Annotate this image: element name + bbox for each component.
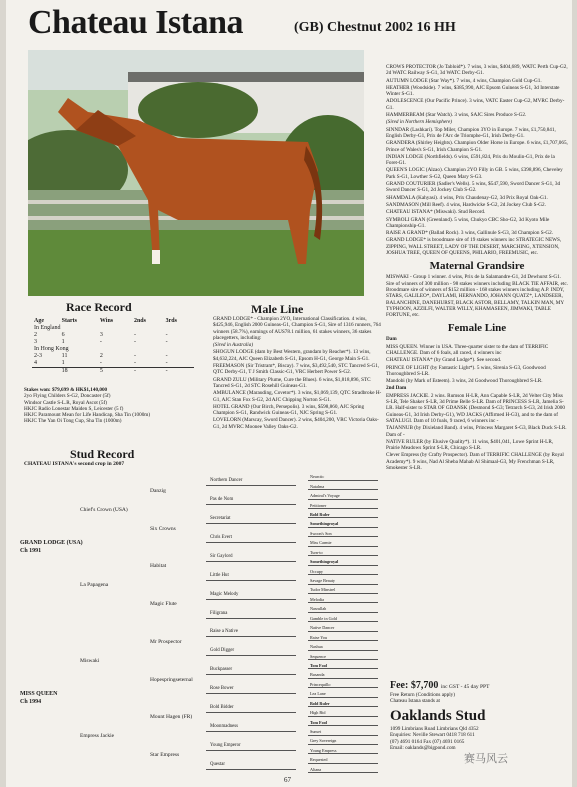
stakes-summary: Stakes won: $79,699 & HK$1,140,000 bbox=[24, 387, 108, 393]
catalogue-page bbox=[6, 0, 572, 787]
pedigree-horse: Nearctic bbox=[310, 474, 325, 480]
pedigree-horse: Secretariat bbox=[210, 516, 231, 522]
stud-record-text: CHATEAU ISTANA's second crop in 2007 bbox=[24, 461, 125, 467]
pedigree-horse: Turn-to bbox=[310, 549, 323, 555]
pedigree-connector bbox=[308, 621, 378, 622]
fee-conditions bbox=[390, 692, 455, 705]
pedigree-connector bbox=[206, 580, 296, 581]
table-cell bbox=[32, 368, 60, 376]
pedigree-connector bbox=[308, 697, 378, 698]
fee-line: Free Return (Conditions apply) bbox=[390, 692, 455, 698]
pedigree-connector bbox=[206, 674, 296, 675]
table-cell: - bbox=[165, 368, 168, 374]
dam-heading: Dam bbox=[386, 336, 397, 343]
table-cell: 1 bbox=[61, 360, 65, 366]
pedigree-horse: Savage Beauty bbox=[310, 578, 336, 584]
table-cell: - bbox=[133, 353, 136, 359]
pedigree-horse: Magic Flute bbox=[150, 601, 177, 608]
pedigree-horse: Native Dancer bbox=[310, 625, 335, 631]
pedigree-horse: Hopespringseternal bbox=[150, 676, 193, 683]
pedigree-horse: Miswaki bbox=[80, 657, 100, 664]
table-cell: 1 bbox=[61, 339, 65, 345]
table-cell: 2-3 bbox=[34, 353, 42, 359]
column-header: 2nds bbox=[133, 318, 146, 324]
pedigree-connector bbox=[308, 489, 378, 490]
table-cell: - bbox=[165, 332, 168, 338]
list-item: HKJC Radio Lonestar Maiden S, Leicester (5 f) bbox=[24, 405, 124, 412]
column-header: 3rds bbox=[165, 318, 177, 324]
paragraph: AUTUMN LODGE (Star Way*). 7 wins, 4 wins, Champion Gold Cup-G1. bbox=[386, 77, 542, 84]
pedigree-horse: Sunset bbox=[310, 729, 322, 735]
pedigree-horse: Raise You bbox=[310, 634, 327, 640]
paragraph: SINNDAR (Lashkari). Top Miler, Champion 3YO in Europe. 7 wins, £1,750,841, English Derby-G1, Prix de l'Arc de Triomphe-G1, Irish Derby-G1. bbox=[386, 126, 556, 139]
table-cell: 3 bbox=[34, 339, 37, 345]
race-record-table bbox=[32, 318, 194, 375]
table-cell: - bbox=[165, 360, 168, 366]
table-cell: 3 bbox=[99, 332, 103, 338]
pedigree-connector bbox=[206, 655, 296, 656]
pedigree-connector bbox=[308, 659, 378, 660]
pedigree-horse: Raise a Native bbox=[210, 629, 238, 635]
pedigree-horse: Young Emperor bbox=[210, 742, 241, 748]
pedigree-horse: Natalma bbox=[310, 483, 325, 489]
pedigree-connector bbox=[308, 725, 378, 726]
pedigree-connector bbox=[308, 584, 378, 585]
pedigree-connector bbox=[308, 546, 378, 547]
pedigree-horse: Buckpasser bbox=[210, 667, 233, 673]
pedigree-connector bbox=[206, 693, 296, 694]
pedigree-connector bbox=[308, 593, 378, 594]
list-item: 2yo Flying Childers S-G2, Doncaster (5f) bbox=[24, 393, 111, 400]
paragraph: SANDMASON (Mill Reef). 4 wins, Hardwicke S-G2, 2d Jockey Club S-G2. bbox=[386, 201, 546, 208]
paragraph: GRAND LODGE* is broodmare sire of 19 stakes winners inc STRATEGIC NEWS, ZIPPING, WALL STREET, LADY OF THE DESERT, MARCHING, XTENSION, JOSHUA TREE, QUEEN OF QUEENS, PHILARIO, FREEMUSIC, etc. bbox=[386, 237, 562, 257]
pedigree-connector bbox=[308, 678, 378, 679]
pedigree-horse: Melodia bbox=[310, 596, 324, 602]
pedigree-horse: Bold Ruler bbox=[310, 511, 330, 517]
pedigree-connector bbox=[308, 602, 378, 603]
pedigree-connector bbox=[308, 536, 378, 537]
pedigree-horse: Bold Bidder bbox=[210, 704, 234, 710]
paragraph: QUEEN'S LOGIC (Alzao). Champion 2YO Filly in GB. 5 wins, £398,896, Cheveley Park S-G1, Lowther S-G2, Queen Mary S-G3. bbox=[386, 167, 563, 180]
page-title: Chateau Istana bbox=[28, 4, 243, 41]
pedigree-connector bbox=[308, 753, 378, 754]
paragraph: GRAND ZULU (Military Plume, Cure the Blues). 6 wins, $1,818,896, STC Tancred S-G1, 2d STC Rosehill Guineas-G1. bbox=[213, 376, 371, 389]
pedigree-horse: Sequence bbox=[310, 653, 327, 659]
list-item: Windsor Castle S-L.R, Royal Ascot (5f) bbox=[24, 399, 107, 406]
paragraph: MISS QUEEN. Winner in USA. Three-quarter sister to the dam of TERRIFIC CHALLENGE. Dam of 6 foals, all raced, 4 winners inc bbox=[386, 343, 549, 356]
pedigree-connector bbox=[206, 769, 296, 770]
paragraph: SYMBOLI GRAN (Greenland). 5 wins, Chukyo CBC Sho-G2, 3d Kyoto Mile Championship-G1. bbox=[386, 216, 550, 229]
table-cell: - bbox=[99, 339, 102, 345]
watermark-logo: 赛马风云 bbox=[464, 752, 508, 765]
pedigree-horse: Miss Carmie bbox=[310, 540, 332, 546]
right-column-text bbox=[386, 64, 568, 472]
pedigree-horse: Pas de Nom bbox=[210, 497, 234, 503]
table-cell: 4 bbox=[34, 360, 37, 366]
pedigree-connector bbox=[206, 599, 296, 600]
male-line-text bbox=[213, 316, 383, 431]
table-cell: - bbox=[165, 353, 168, 359]
list-item: HKJC The Yan Oi Tong Cup, Sha Tin (1000m) bbox=[24, 418, 122, 425]
pedigree-connector bbox=[308, 612, 378, 613]
table-cell: 5 bbox=[99, 368, 103, 374]
pedigree-connector bbox=[308, 735, 378, 736]
address-line: Email: oaklands@bigpond.com bbox=[390, 744, 456, 751]
pedigree-horse: Admiral's Voyage bbox=[310, 493, 340, 499]
pedigree-horse: Somethingroyal bbox=[310, 559, 339, 565]
table-row bbox=[32, 339, 194, 346]
pedigree-horse: Bold Ruler bbox=[310, 700, 330, 706]
pedigree-horse: Gamble in Gold bbox=[310, 615, 337, 621]
paragraph: INDIAN LODGE (Northfields). 6 wins, £591,824, Prix du Moulin-G1, Prix de la Foret-G1. bbox=[386, 153, 555, 167]
pedigree-horse: Danzig bbox=[150, 487, 166, 494]
stud-fee bbox=[390, 680, 489, 691]
pedigree-connector bbox=[308, 527, 378, 528]
pedigree-connector bbox=[308, 687, 378, 688]
paragraph: AMBULANCE (Marauding, Covetor*). 3 wins, $1,069,139, QTC Stradbroke H-G1, AJC Stan Fox S-G2, 2d AJC Chipping Norton S-G1. bbox=[213, 390, 382, 403]
paragraph: CHATEAU ISTANA* (Miswaki). Stud Record. bbox=[386, 209, 486, 216]
progeny-list bbox=[386, 64, 568, 256]
pedigree-connector bbox=[308, 631, 378, 632]
pedigree-horse-colour-year: Ch 1991 bbox=[20, 547, 42, 554]
pedigree-connector bbox=[308, 763, 378, 764]
paragraph: EMPRESS JACKIE. 2 wins. Rumson H-LR, Ann Capable S-LR, 2d Velter City Miss S-LR, Tele Shaker S-LR, 3d Prime Belle S-LR. Dam of PRINCESS S-LR, Jamelia S-LR. Half-sister to STAR OF GDANSK (Desmond S-G3; Tetrarch S-G3, 2d Irish 2000 Guineas-G1, 3d Irish Derby-G1), WD JACKS (Affirmed H-G3), and to the dam of SATALUGI. Dam of 10 foals, 9 raced, 6 winners inc - bbox=[386, 392, 565, 424]
pedigree-connector bbox=[308, 574, 378, 575]
pedigree-connector bbox=[308, 565, 378, 566]
pedigree-connector bbox=[206, 485, 296, 486]
pedigree-horse: Star Empress bbox=[150, 752, 180, 759]
address-line: 1099 Limbrians Road Limbrians Qld 4352 bbox=[390, 726, 479, 732]
pedigree-horse: Habitat bbox=[150, 563, 167, 570]
table-row bbox=[32, 325, 194, 332]
pedigree-connector bbox=[206, 712, 296, 713]
table-cell: 2 bbox=[34, 332, 37, 338]
table-cell: In England bbox=[34, 325, 61, 331]
pedigree-horse: Somethingroyal bbox=[310, 521, 339, 527]
pedigree-horse: Rose Bower bbox=[210, 686, 234, 692]
female-line-heading: Female Line bbox=[447, 322, 507, 335]
table-cell: - bbox=[133, 368, 136, 374]
horse-photo bbox=[28, 50, 364, 296]
pedigree-connector bbox=[308, 508, 378, 509]
maternal-grandsire-text: MISWAKI - Group 1 winner. 4 wins, Prix de la Salamandre-G1, 2d Dewhurst S-G1. Sire of winners of 300 million - 98 stakes winners including BLACK TIE AFFAIR, etc. Broodmare sire of winners of $152 million - 168 stakes winners including A.P. INDY, STARS, GALILEO*, DAYLAMI, HERNANDO, JOHANN QUATZ*, LANDSEER, BALANCHINE, DANEHURST, BLACK ASTOR, BELLAMY, TALKIN MAN, MY TYPHOON, AZZILFI, WALTER WILLY, KHAMASEEN, JIMWAKI, TABLE FORTUNE, etc. bbox=[386, 274, 568, 319]
paragraph: PRINCE OF LIGHT (by Fantastic Light*). 5 wins, Sirenia S-G3, Goodwood Thoroughbred S-LR. bbox=[386, 364, 546, 377]
stud-record-heading: Stud Record bbox=[70, 447, 135, 461]
table-total-row bbox=[32, 368, 194, 376]
pedigree-horse: High Bid bbox=[310, 710, 326, 716]
list-item: HKJC Paramount Mean for Life Handicap, Sha Tin (1000m) bbox=[24, 412, 151, 419]
page-number: 67 bbox=[284, 776, 291, 784]
pedigree-horse: Mr Prospector bbox=[150, 638, 182, 645]
table-cell: - bbox=[165, 339, 168, 345]
column-header: Wins bbox=[99, 318, 114, 324]
pedigree-horse: Chris Evert bbox=[210, 535, 232, 541]
pedigree-connector bbox=[206, 618, 296, 619]
stakes-won-list bbox=[24, 387, 202, 425]
pedigree-horse: Busanda bbox=[310, 672, 325, 678]
table-row bbox=[32, 346, 194, 353]
pedigree-connector bbox=[308, 706, 378, 707]
pedigree-horse: Empress Jackie bbox=[80, 733, 115, 740]
maternal-grandsire-heading: Maternal Grandsire bbox=[429, 260, 525, 273]
pedigree-horse: Magic Melody bbox=[210, 591, 239, 597]
pedigree-horse: Gold Digger bbox=[210, 648, 235, 654]
paragraph: SHAMDALA (Kahyasi). 4 wins, Prix Chaudenay-G2, 3d Prix Royal Oak-G1. bbox=[386, 194, 548, 201]
paragraph: CHATEAU ISTANA* (by Grand Lodge*). See second. bbox=[386, 357, 502, 364]
pedigree-horse: Tom Fool bbox=[310, 719, 327, 725]
paragraph: SHOGUN LODGE (dam by Best Western, grandam by Reacher*). 13 wins, $4,632,224, AJC Queen Elizabeth S-G1, Epsom H-G1, George Main S-G1. bbox=[213, 349, 371, 362]
pedigree-connector bbox=[308, 716, 378, 717]
pedigree-connector bbox=[308, 772, 378, 773]
address-line: (07) 4691 0164 Fax (07) 4691 0165 bbox=[390, 738, 465, 745]
paragraph: HOTEL GRAND (Our Birch, Persepolis). 3 wins, $598,860, AJC Spring Champion S-G1, Randwick Guineas-G1, NJC Spring S-G1. bbox=[213, 403, 365, 417]
table-row bbox=[32, 353, 194, 360]
paragraph: HAMMERBEAM (Star Watch). 3 wins, SAJC Sires Produce S-G2. bbox=[386, 112, 527, 119]
table-cell: - bbox=[133, 332, 136, 338]
horse-photo-illustration bbox=[28, 50, 364, 296]
pedigree-connector bbox=[308, 668, 378, 669]
pedigree-horse: Mount Hagen (FR) bbox=[150, 714, 193, 721]
pedigree-horse: Petitioner bbox=[310, 502, 327, 508]
paragraph: (Sired in Australia) bbox=[213, 342, 254, 349]
pedigree-horse: Nashua bbox=[310, 644, 323, 650]
table-cell: 6 bbox=[61, 332, 65, 338]
pedigree-horse: Occupy bbox=[310, 568, 324, 574]
pedigree-horse: Altana bbox=[310, 766, 322, 772]
pedigree-horse: Northern Dancer bbox=[210, 478, 243, 484]
table-cell: - bbox=[99, 360, 102, 366]
pedigree-sire-line-horse: GRAND LODGE (USA) bbox=[20, 539, 83, 546]
table-cell: 18 bbox=[61, 368, 68, 374]
race-record-heading: Race Record bbox=[66, 300, 132, 314]
paragraph: (Sired in Northern Hemisphere) bbox=[386, 119, 453, 126]
paragraph: CROWS PROTECTOR (Jo Tabloid*). 7 wins, 3 wins, $404,689, WATC Perth Cup-G2, 2d WATC Railway S-G1, 3d WATC Derby-G1. bbox=[386, 64, 568, 77]
pedigree-connector bbox=[206, 542, 296, 543]
paragraph: NATIVE RULER (by Elusive Quality*). 11 wins, $401,041, Lowe Sprint H-LR, Prairie Meadows Sprint S-LR, Chicago S-LR. bbox=[386, 438, 554, 452]
pedigree-horse: Lea Lane bbox=[310, 691, 326, 697]
pedigree-connector bbox=[206, 504, 296, 505]
pedigree-horse-colour-year: Ch 1994 bbox=[20, 698, 42, 705]
paragraph: GRANDERA (Shirley Heights). Champion Older Horse in Europe. 6 wins, £1,707,065, Prince of Wales's S-G1, Irish Champion S-G1. bbox=[386, 140, 568, 153]
pedigree-horse: Grey Sovereign bbox=[310, 738, 337, 744]
pedigree-horse: Requested bbox=[310, 757, 328, 763]
pedigree-connector bbox=[308, 499, 378, 500]
paragraph: Mandobi (by Mark of Esteem). 3 wins, 2d Goodwood Thoroughbred S-LR. bbox=[386, 378, 543, 385]
pedigree-horse: Filigrana bbox=[210, 610, 228, 616]
race-record-header-row bbox=[32, 318, 194, 325]
pedigree-connector bbox=[308, 480, 378, 481]
paragraph: RAISE A GRAND* (Ballad Rock). 3 wins, Gallinule S-G3, 3d Champion S-G2. bbox=[386, 230, 554, 237]
column-header: Age bbox=[34, 318, 44, 324]
pedigree-horse: Chief's Crown (USA) bbox=[80, 506, 128, 513]
pedigree-connector bbox=[206, 731, 296, 732]
second-dam-heading: 2nd Dam bbox=[386, 385, 407, 392]
pedigree-connector bbox=[308, 744, 378, 745]
pedigree-horse: Swoon's Son bbox=[310, 530, 332, 536]
pedigree-horse: Nasrullah bbox=[310, 606, 327, 612]
pedigree-connector bbox=[308, 555, 378, 556]
pedigree-chart bbox=[20, 472, 380, 774]
stud-name: Oaklands Stud bbox=[390, 708, 486, 724]
pedigree-connector bbox=[308, 650, 378, 651]
table-cell: - bbox=[133, 339, 136, 345]
paragraph: ADOLESCENCE (Our Pacific Prince). 3 wins, VATC Easter Cup-G2, MVRC Derby-G1. bbox=[386, 98, 565, 111]
stud-address bbox=[390, 726, 570, 751]
table-cell: 11 bbox=[61, 353, 68, 359]
pedigree-sire-line-horse: MISS QUEEN bbox=[20, 690, 58, 697]
pedigree-horse: Young Empress bbox=[310, 747, 337, 753]
pedigree-horse: Questar bbox=[210, 761, 225, 767]
paragraph: HEATHER (Woodside). 7 wins, $385,990, AJC Epsom Guineas S-G1, 3d Interstate Winter S-G1. bbox=[386, 84, 560, 98]
table-cell: In Hong Kong bbox=[34, 346, 69, 352]
pedigree-horse: Tom Fool bbox=[310, 662, 327, 668]
column-header: Starts bbox=[61, 318, 78, 324]
table-cell: - bbox=[133, 360, 136, 366]
pedigree-connector bbox=[206, 561, 296, 562]
table-cell: 2 bbox=[99, 353, 103, 359]
table-row bbox=[32, 332, 194, 339]
paragraph: GRAND COUTURIER (Sadler's Wells). 5 wins, $547,590, Sword Dancer S-G1, 3d Sword Dancer S-G1, 2d Jockey Club S-G2. bbox=[386, 181, 561, 194]
pedigree-connector bbox=[206, 750, 296, 751]
pedigree-horse: Little Hut bbox=[210, 572, 229, 578]
pedigree-connector bbox=[206, 636, 296, 637]
paragraph: TAJANNUB (by Dixieland Band). 4 wins, Princess Margaret S-G3, Black Duck S-LR. Dam of - bbox=[386, 425, 567, 438]
fee-line: Chateau Istana stands at bbox=[390, 698, 440, 705]
fee-terms: inc GST - 45 day PPT bbox=[440, 684, 490, 690]
paragraph: GRAND LODGE* - Champion 2YO, International Classification. 4 wins, $425,946, English 2000 Guineas-G1, Champion S-G1, Sire of 1316 runners, 764 winners (58.7%), earnings of AUS78.1 million, 61 stakes winners, 36 stakes placegetters, including: bbox=[213, 316, 381, 341]
address-line: Enquiries: Neville Stewart 0418 718 611 bbox=[390, 732, 475, 739]
pedigree-horse: Sir Gaylord bbox=[210, 553, 233, 559]
pedigree-connector bbox=[206, 523, 296, 524]
pedigree-horse: La Papagena bbox=[80, 582, 109, 589]
male-line-heading: Male Line bbox=[251, 302, 304, 316]
paragraph: FREEMASON (Sir Tristram*, Biscay). 7 wins, $3,492,540, STC Tancred S-G1, QTC Derby-G1, T J Smith Classic-G1, VRC Herbert Power S-G2. bbox=[213, 363, 380, 376]
pedigree-horse: Moonmadness bbox=[210, 723, 238, 729]
horse-description: (GB) Chestnut 2002 16 HH bbox=[294, 20, 456, 35]
pedigree-horse: Tudor Minstrel bbox=[310, 587, 336, 593]
fee-amount: Fee: $7,700 bbox=[390, 680, 439, 691]
pedigree-horse: Princequillo bbox=[310, 681, 331, 687]
paragraph: Clever Empress (by Crafty Prospector). Dam of TERRIFIC CHALLENGE (by Royal Academy*). 9 wins, Nad Al Sheba Mahab Al Shimaal-G3, My Frenchman S-LR, Smokester S-LR. bbox=[386, 452, 564, 472]
pedigree-horse: Six Crowns bbox=[150, 525, 176, 532]
pedigree-connector bbox=[308, 517, 378, 518]
pedigree-connector bbox=[308, 640, 378, 641]
paragraph: LOVELORN (Marscay, Sword Dancer). 2 wins, $404,200, VRC Victoria Oaks-G1, 2d MVRC Moonee Valley Oaks-G2. bbox=[213, 417, 379, 430]
table-row bbox=[32, 360, 194, 368]
